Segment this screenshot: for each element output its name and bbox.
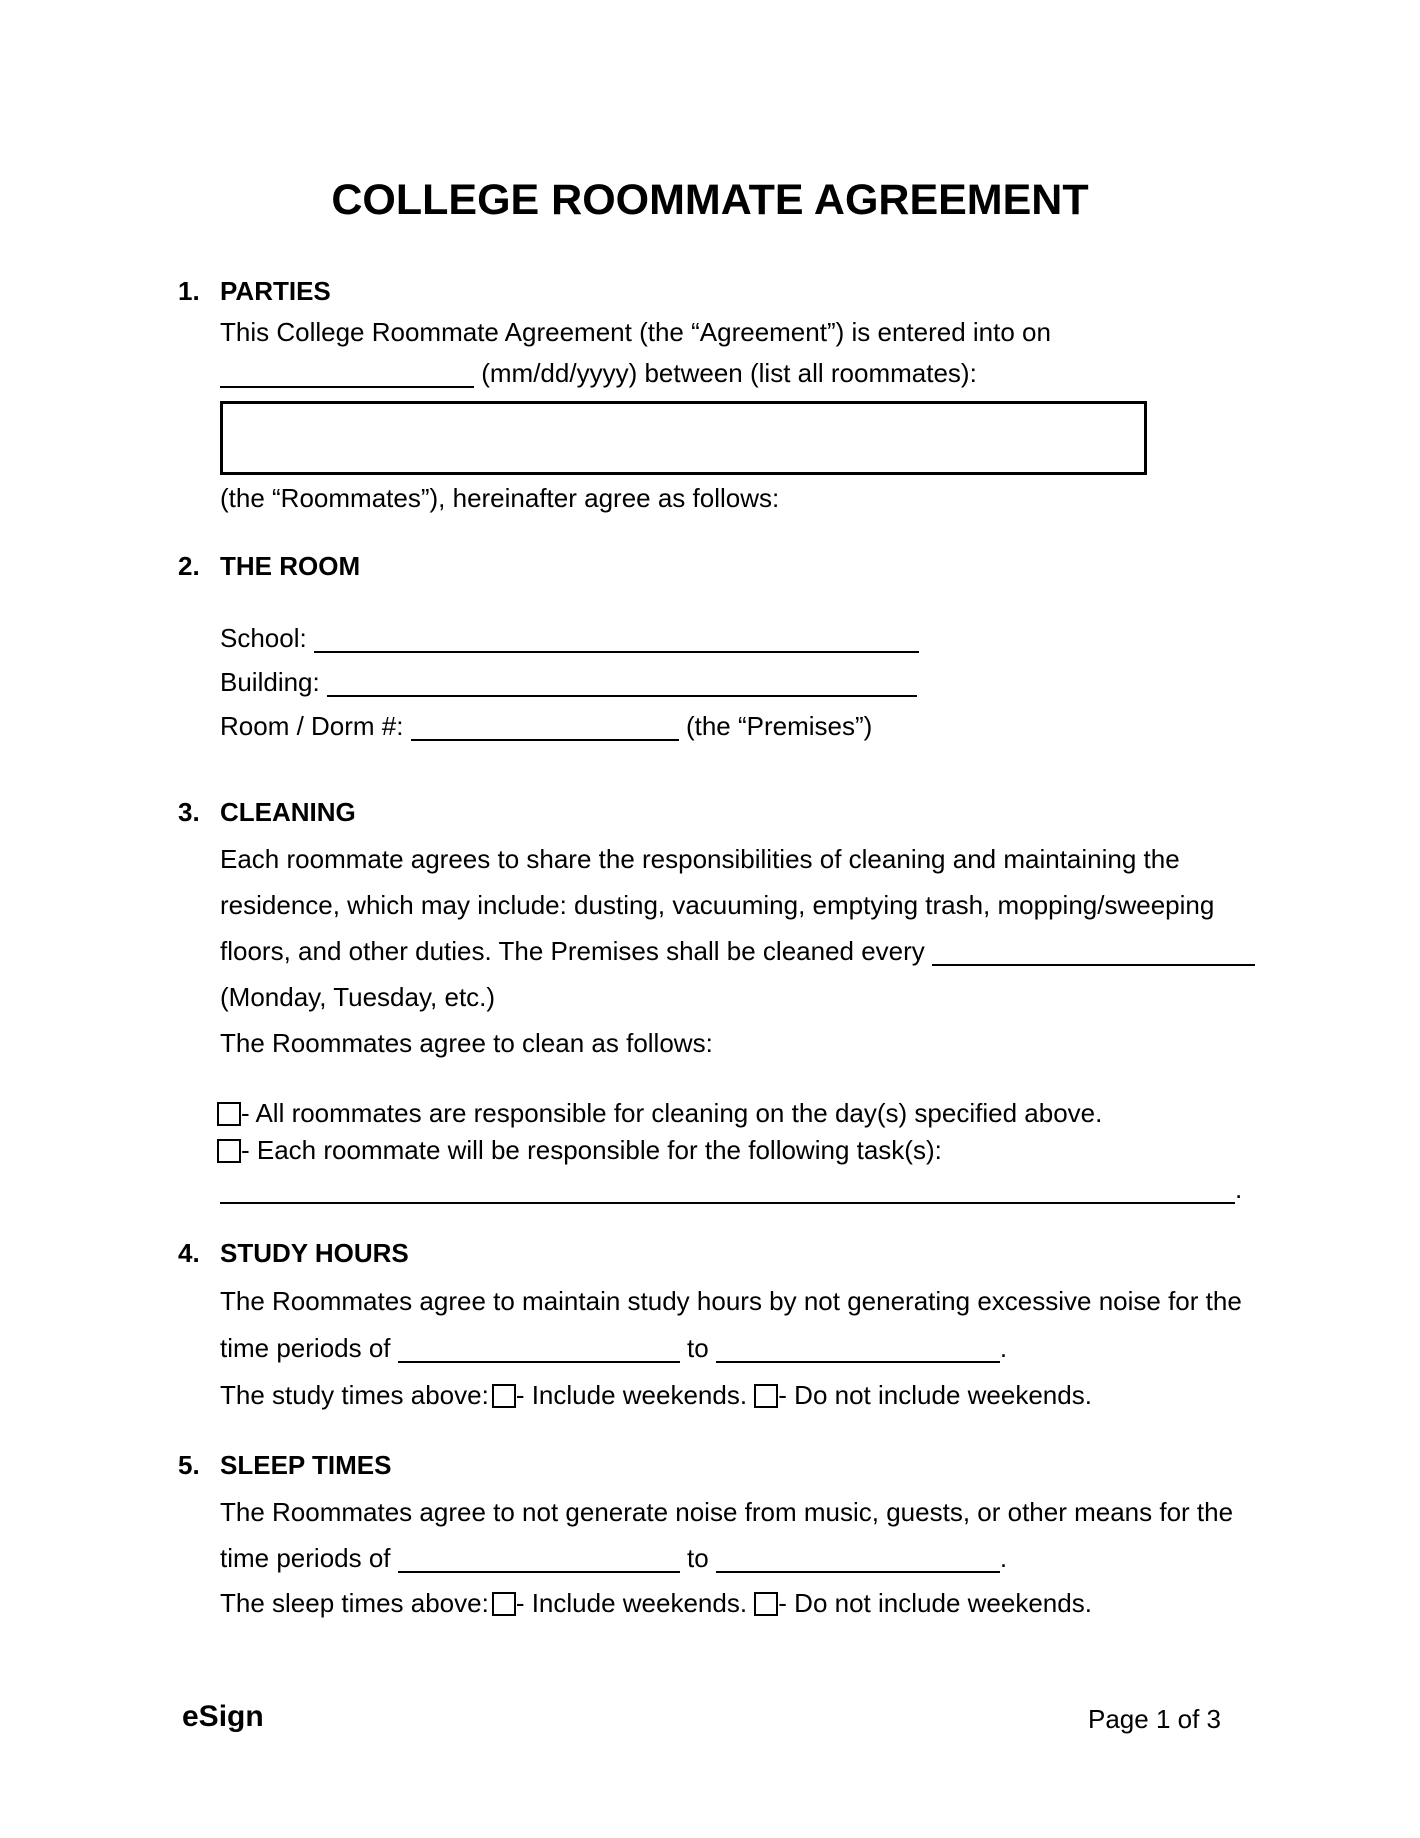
parties-date-line [220,358,977,388]
sleep-time-row [220,1543,1007,1573]
cleaning-option-all [217,1098,1102,1128]
school-field[interactable] [314,627,919,653]
sleep-text-line-1: The Roommates agree to not generate noise from music, guests, or other means for the [220,1497,1234,1527]
cleaning-schedule-row [220,936,1255,966]
exclude-weekends-label: - Do not include weekends. [778,1588,1092,1618]
include-weekends-label: - Include weekends. [515,1380,748,1410]
section-number: 2. [178,551,200,581]
building-row [220,667,917,697]
section-number: 5. [178,1450,200,1480]
period: . [999,1543,1008,1573]
study-text-line-1: The Roommates agree to maintain study hours by not generating excessive noise for the [220,1286,1242,1316]
section-number: 1. [178,276,200,306]
study-time-prefix: time periods of [220,1333,391,1363]
section-number: 3. [178,797,200,827]
period: . [999,1333,1008,1363]
sleep-time-prefix: time periods of [220,1543,391,1573]
date-format-text: (mm/dd/yyyy) between (list all roommates): [481,358,977,388]
exclude-weekends-label: - Do not include weekends. [778,1380,1092,1410]
each-roommate-checkbox[interactable] [217,1139,241,1163]
roommates-names-box[interactable] [220,401,1147,475]
building-field[interactable] [327,671,917,697]
cleaning-day-field[interactable] [932,940,1255,966]
study-exclude-weekends-checkbox[interactable] [754,1384,778,1408]
sleep-weekends-label: The sleep times above: [220,1588,489,1618]
sleep-start-time-field[interactable] [398,1547,680,1573]
room-label: Room / Dorm #: [220,711,404,741]
cleaning-option-each [217,1135,942,1165]
sleep-end-time-field[interactable] [716,1547,1000,1573]
cleaning-option-each-label: - Each roommate will be responsible for the following task(s): [241,1135,942,1165]
building-label: Building: [220,667,320,697]
section-title: THE ROOM [220,551,361,581]
cleaning-text-line-1: Each roommate agrees to share the responsibilities of cleaning and maintaining the [220,844,1180,874]
study-weekends-row [220,1380,1092,1410]
study-start-time-field[interactable] [398,1337,680,1363]
sleep-weekends-row [220,1588,1092,1618]
include-weekends-label: - Include weekends. [515,1588,748,1618]
room-row [220,711,872,741]
cleaning-tasks-field[interactable] [220,1178,1235,1204]
sleep-exclude-weekends-checkbox[interactable] [754,1592,778,1616]
parties-intro-text: This College Roommate Agreement (the “Agreement”) is entered into on [220,317,1051,347]
section-title: PARTIES [220,276,331,306]
study-end-time-field[interactable] [716,1337,1000,1363]
to-label: to [687,1333,709,1363]
agreement-date-field[interactable] [220,362,474,388]
page-number: Page 1 of 3 [1088,1704,1221,1734]
room-field[interactable] [411,715,679,741]
study-include-weekends-checkbox[interactable] [492,1384,516,1408]
cleaning-option-all-label: - All roommates are responsible for cleaning on the day(s) specified above. [241,1098,1103,1128]
school-row [220,623,919,653]
sleep-include-weekends-checkbox[interactable] [492,1592,516,1616]
premises-text: (the “Premises”) [685,711,873,741]
study-time-row [220,1333,1007,1363]
parties-roommates-text: (the “Roommates”), hereinafter agree as follows: [220,483,780,513]
cleaning-text-line-3: floors, and other duties. The Premises shall be cleaned every [220,936,925,966]
section-number: 4. [178,1238,200,1268]
cleaning-text-line-4: (Monday, Tuesday, etc.) [220,982,496,1012]
section-title: SLEEP TIMES [220,1450,392,1480]
document-title: COLLEGE ROOMMATE AGREEMENT [331,176,1089,224]
cleaning-text-line-5: The Roommates agree to clean as follows: [220,1028,713,1058]
section-title: STUDY HOURS [220,1238,409,1268]
cleaning-text-line-2: residence, which may include: dusting, vacuuming, emptying trash, mopping/sweeping [220,890,1215,920]
study-weekends-label: The study times above: [220,1380,489,1410]
period: . [1235,1174,1243,1204]
cleaning-tasks-row [220,1174,1242,1204]
section-title: CLEANING [220,797,356,827]
to-label: to [687,1543,709,1573]
school-label: School: [220,623,307,653]
esign-logo: eSign [182,1700,264,1733]
all-roommates-checkbox[interactable] [217,1102,241,1126]
